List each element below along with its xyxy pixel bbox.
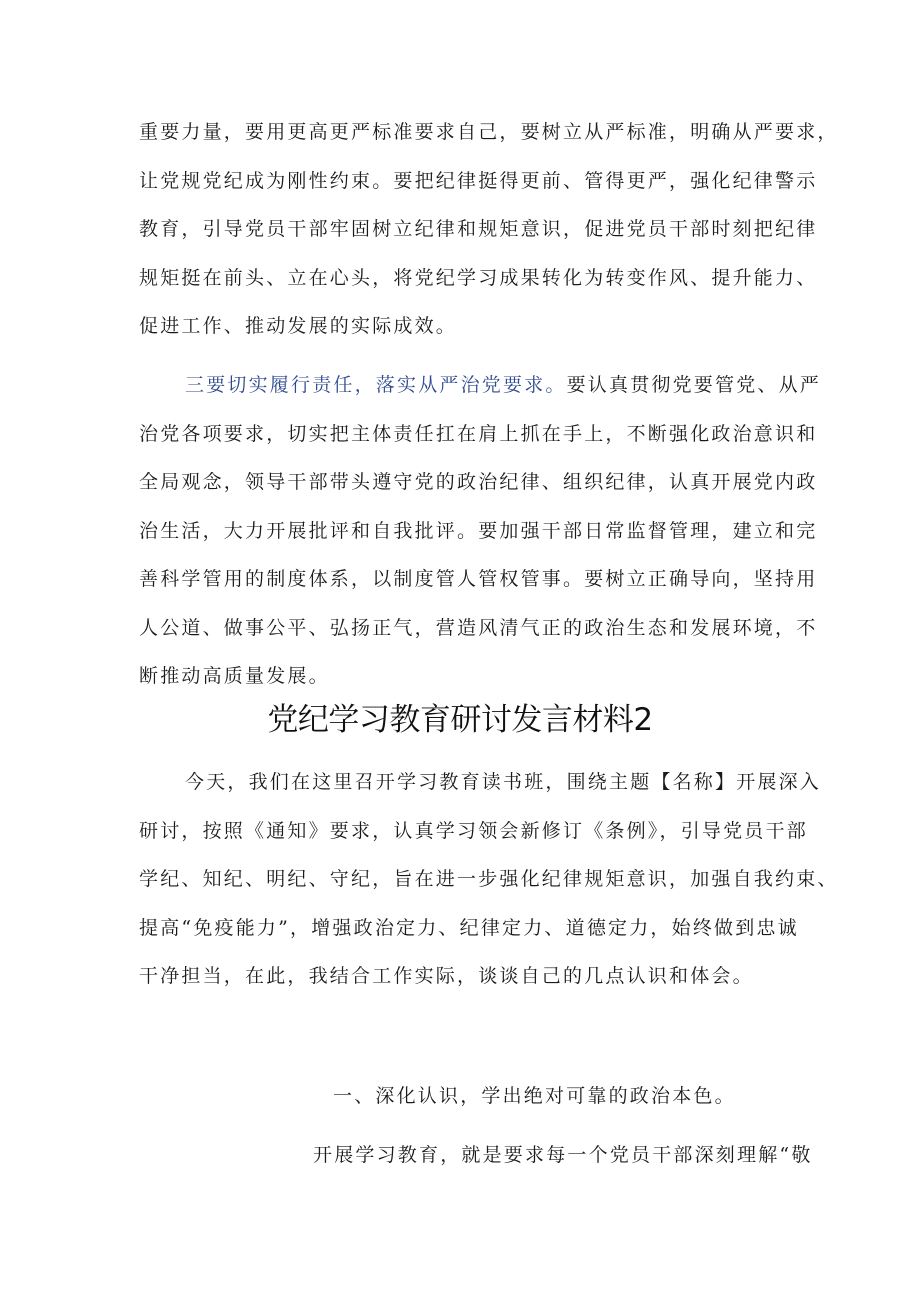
text-line: 人公道、做事公平、弘扬正气，营造风清气正的政治生态和发展环境，不 <box>139 616 818 639</box>
text-line: 学纪、知纪、明纪、守纪，旨在进一步强化纪律规矩意识，加强自我约束、 <box>139 868 839 890</box>
paragraph-section-1-start: 开展学习教育，就是要求每一个党员干部深刻理解“敬 <box>313 1144 813 1166</box>
text-line: 治党各项要求，切实把主体责任扛在肩上抓在手上，不断强化政治意识和 <box>139 422 818 445</box>
text-line: 重要力量，要用更高更严标准要求自己，要树立从严标准，明确从严要求， <box>139 121 839 143</box>
text-line: 研讨，按照《通知》要求，认真学习领会新修订《条例》，引导党员干部 <box>139 819 808 842</box>
paragraph-introduction <box>139 758 839 1001</box>
text-line: 干净担当，在此，我结合工作实际，谈谈自己的几点认识和体会。 <box>139 965 754 987</box>
text-line: 今天，我们在这里召开学习教育读书班，围绕主题【名称】开展深入 <box>185 771 822 793</box>
text-line: 断推动高质量发展。 <box>139 665 330 687</box>
text-line: 全局观念，领导干部带头遵守党的政治纪律、组织纪律，认真开展党内政 <box>139 471 818 493</box>
text-line-lead <box>139 361 822 410</box>
text-line: 善科学管用的制度体系，以制度管人管权管事。要树立正确导向，坚持用 <box>139 568 818 590</box>
text-line: 促进工作、推动发展的实际成效。 <box>139 315 458 337</box>
lead-rest-text: 要认真贯彻党要管党、从严 <box>566 374 822 396</box>
highlighted-lead-sentence: 三要切实履行责任，落实从严治党要求。 <box>185 374 567 396</box>
text-line: 让党规党纪成为刚性约束。要把纪律挺得更前、管得更严，强化纪律警示 <box>139 169 818 192</box>
document-title: 党纪学习教育研讨发言材料2 <box>267 702 653 738</box>
paragraph-fulfill-responsibility <box>139 361 822 701</box>
text-line: 治生活，大力开展批评和自我批评。要加强干部日常监督管理，建立和完 <box>139 519 818 542</box>
text-line: 规矩挺在前头、立在心头，将党纪学习成果转化为转变作风、提升能力、 <box>139 266 818 289</box>
text-line: 教育，引导党员干部牢固树立纪律和规矩意识，促进党员干部时刻把纪律 <box>139 218 818 240</box>
section-heading-1: 一、深化认识，学出绝对可靠的政治本色。 <box>333 1085 736 1107</box>
text-line: 提高“免疫能力”，增强政治定力、纪律定力、道德定力，始终做到忠诚 <box>139 916 799 939</box>
paragraph-strict-standards <box>139 108 839 351</box>
